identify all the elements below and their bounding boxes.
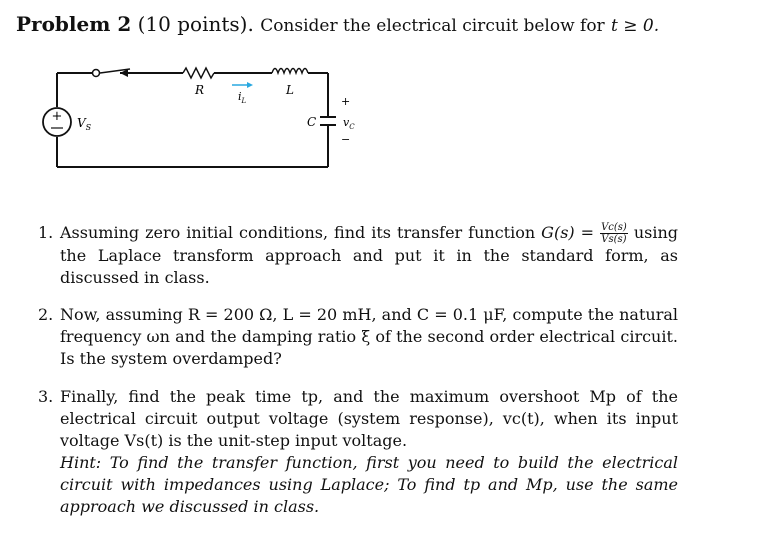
transfer-function-expr: G(s) =: [541, 223, 595, 242]
resistor-label: R: [195, 83, 205, 97]
time-condition: t ≥ 0.: [611, 16, 660, 36]
question-text-continued: using the Laplace transform approach and put it in the standard form, as discussed in class.: [60, 223, 679, 287]
current-label: $i_L$: [238, 90, 247, 105]
hint-text: Hint: To find the transfer function, first you need to build the electrical circuit with impedances using Laplace; To find tp and Mp, use the same approach we discussed in class.: [60, 453, 678, 516]
capacitor-plus: +: [341, 95, 351, 108]
problem-intro: Consider the electrical circuit below for: [260, 16, 605, 36]
question-3: [38, 386, 678, 518]
question-2: [38, 304, 678, 370]
source-label: $V_S$: [77, 116, 92, 132]
source-plus-sign: +: [51, 109, 63, 124]
inductor-label: L: [286, 83, 294, 97]
question-text: Now, assuming R = 200 Ω, L = 20 mH, and C = 0.1 μF, compute the natural frequency ωn and the damping ratio ξ of the second order electrical circuit. Is the system overdamped?: [60, 305, 678, 368]
problem-points: (10 points).: [137, 12, 254, 36]
question-text: Assuming zero initial conditions, find its transfer function: [60, 223, 536, 242]
question-number: 2.: [38, 305, 54, 324]
rlc-circuit-diagram: [0, 55, 400, 205]
capacitor-label: C: [307, 115, 317, 129]
question-text: Finally, find the peak time tp, and the maximum overshoot Mp of the electrical circuit output voltage (system response), vc(t), when its input voltage Vs(t) is the unit-step input voltage.: [60, 387, 678, 450]
problem-title: [16, 12, 659, 36]
inductor-symbol: [272, 69, 308, 74]
question-number: 3.: [38, 387, 54, 406]
capacitor-minus: −: [341, 133, 351, 146]
resistor-symbol: [183, 68, 214, 78]
question-number: 1.: [38, 223, 54, 242]
question-1: [38, 222, 678, 289]
capacitor-voltage-label: $v_C$: [343, 116, 355, 131]
transfer-function-fraction: $\frac{Vc(s)}{Vs(s)}$: [601, 222, 627, 245]
problem-number: Problem 2: [16, 12, 132, 36]
